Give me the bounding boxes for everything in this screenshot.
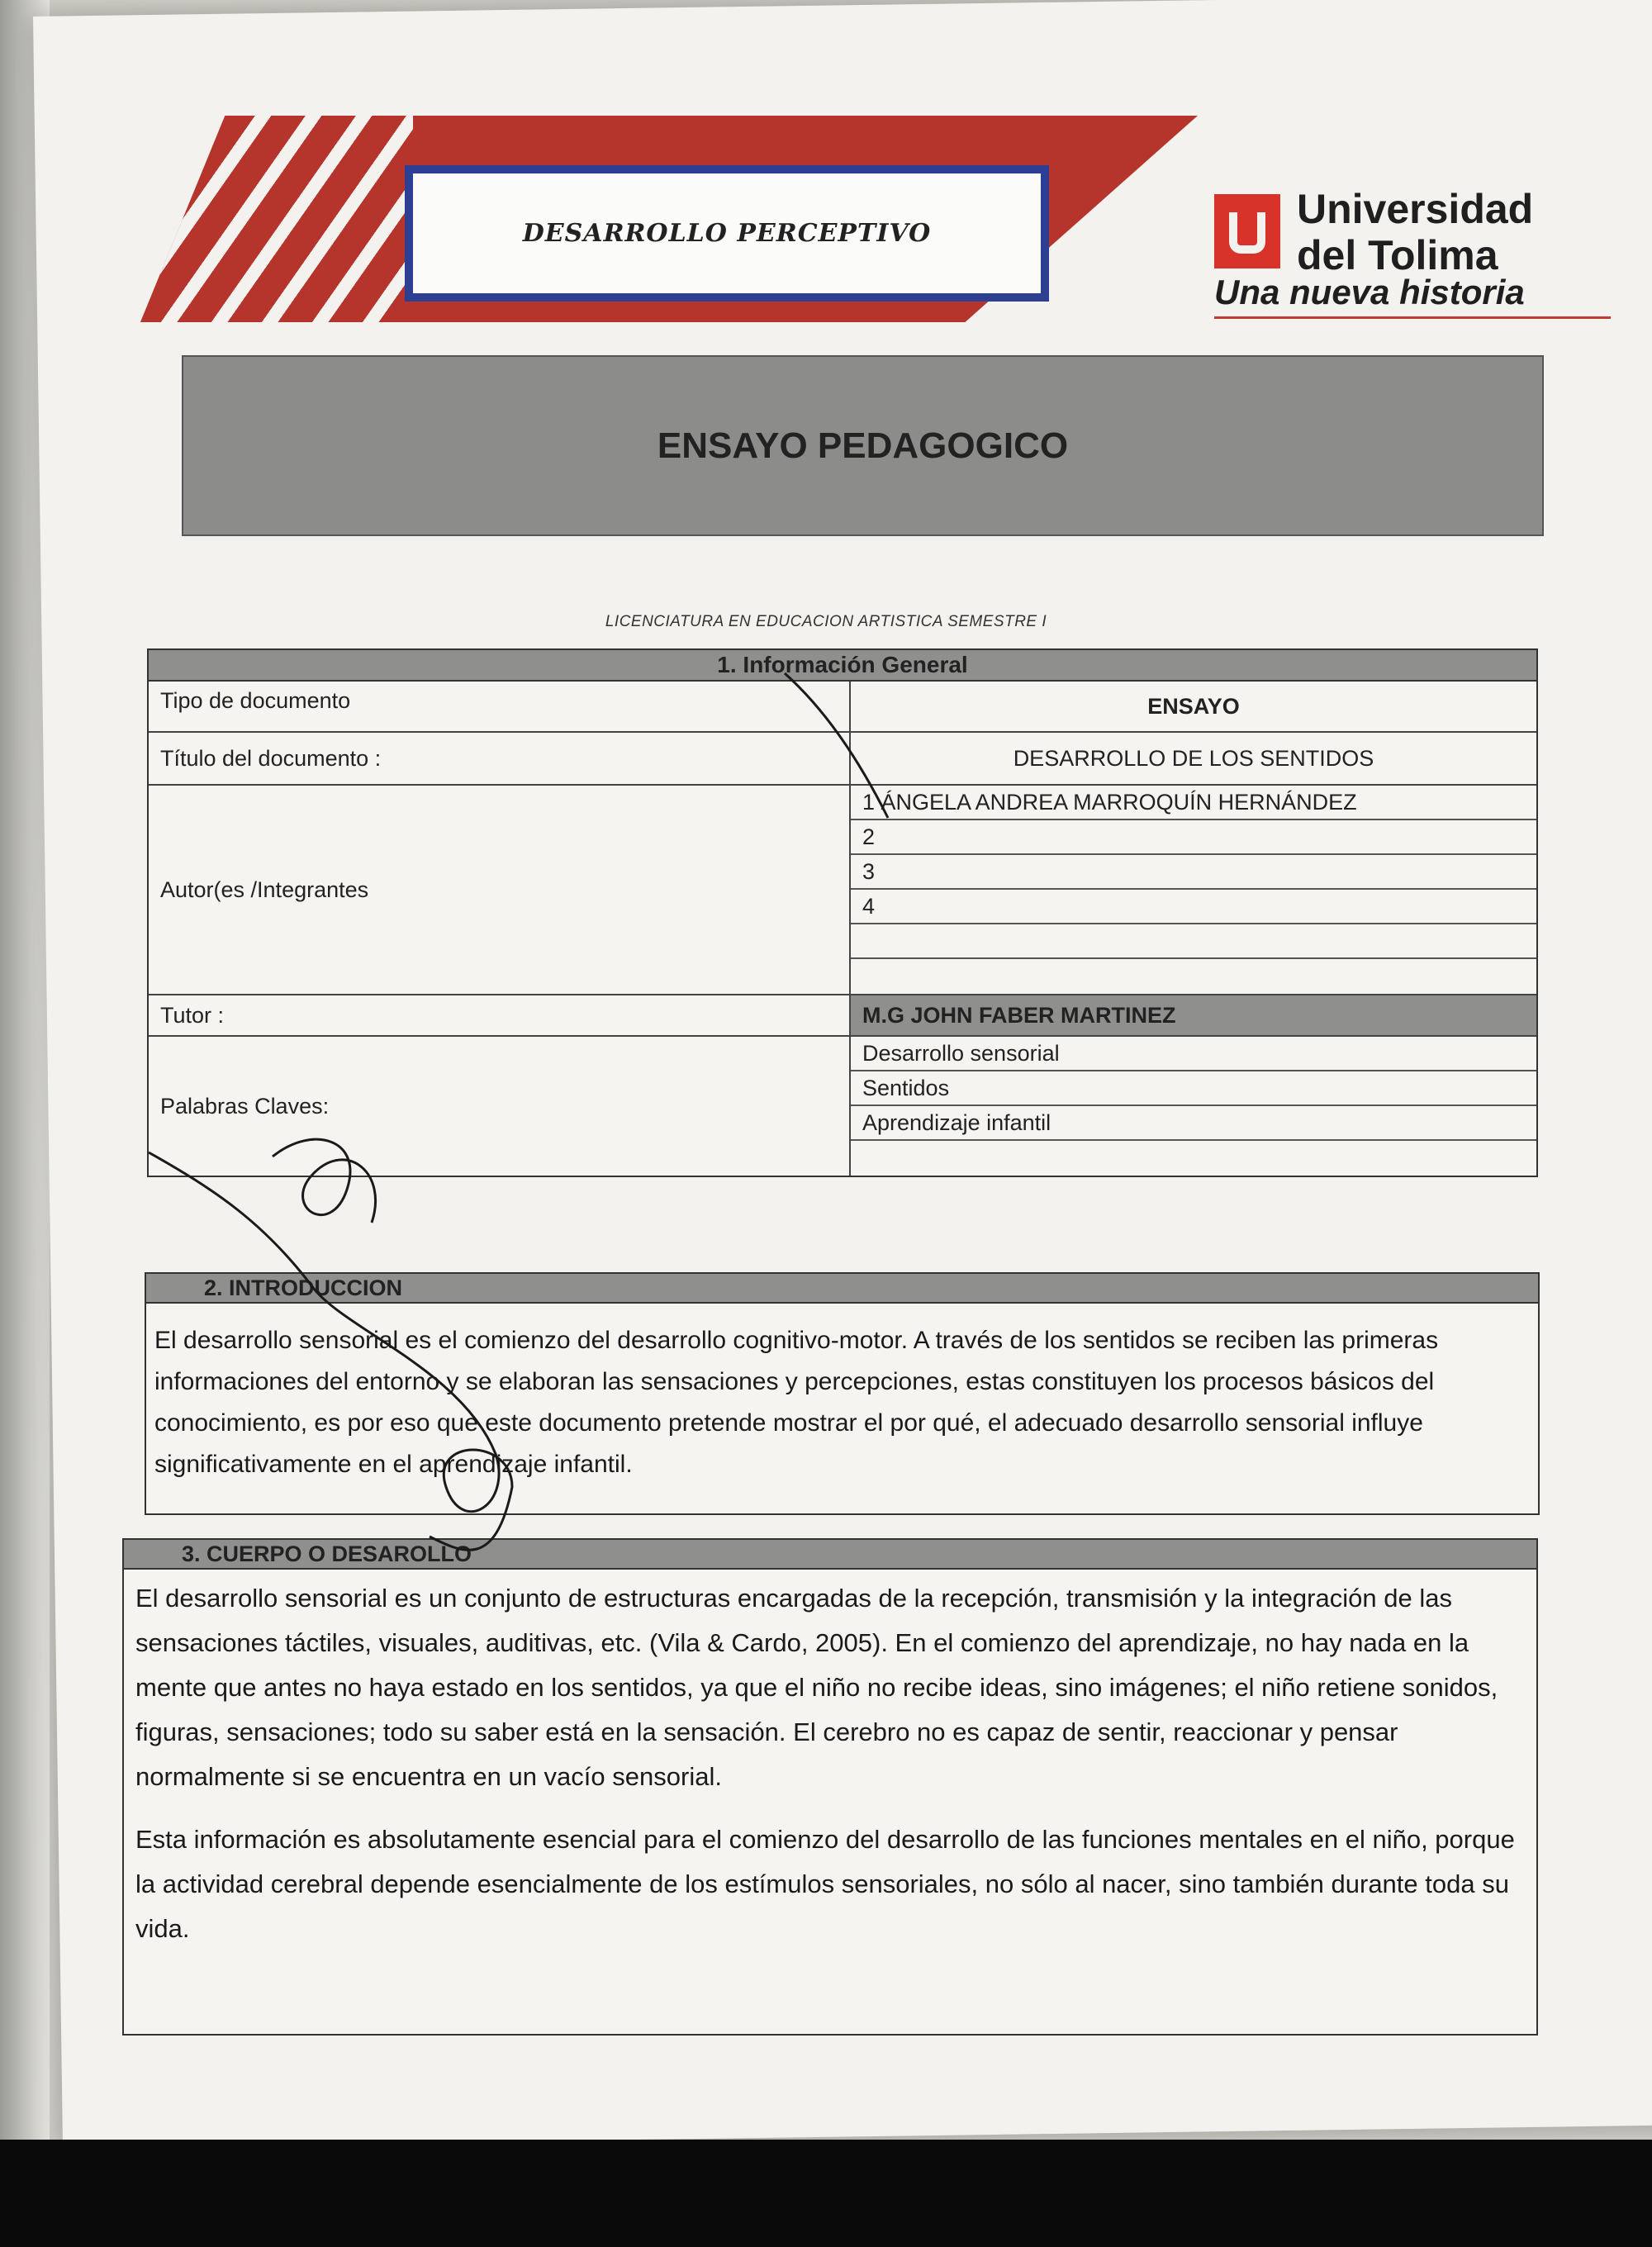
row-tutor: [149, 995, 1536, 1037]
banner-title: DESARROLLO PERCEPTIVO: [522, 219, 932, 248]
university-name: [1297, 186, 1533, 278]
author-item: 2: [851, 820, 1536, 855]
university-logo: [1214, 186, 1627, 326]
logo-underline: [1214, 316, 1611, 319]
tutor-label: Tutor :: [149, 995, 851, 1035]
keyword-item: [851, 1141, 1536, 1176]
row-keywords: [149, 1037, 1536, 1176]
general-info-table: [147, 648, 1538, 1177]
author-item: 3: [851, 855, 1536, 890]
keyword-item: Sentidos: [851, 1071, 1536, 1106]
introduction-text: El desarrollo sensorial es el comienzo del desarrollo cognitivo-motor. A través de los sentidos se reciben las primeras informaciones del entorno y se elaboran las sensaciones y percepciones, estas constituyen los procesos básicos del conocimiento, es por eso que este documento pretende mostrar el por qué, el adecuado desarrollo sensorial influye significativamente en el aprendizaje infantil.: [154, 1327, 1439, 1478]
tipo-label: Tipo de documento: [149, 682, 851, 731]
document-subtitle: LICENCIATURA EN EDUCACION ARTISTICA SEMESTRE I: [605, 613, 1047, 630]
tutor-value: M.G JOHN FABER MARTINEZ: [851, 995, 1536, 1035]
row-autores: [149, 786, 1536, 995]
university-name-line1: Universidad: [1297, 186, 1534, 232]
introduction-section: [145, 1272, 1540, 1515]
keywords-list: [851, 1037, 1536, 1176]
keyword-item: Aprendizaje infantil: [851, 1106, 1536, 1141]
document-title-box: [182, 355, 1544, 536]
body-heading: 3. CUERPO O DESAROLLO: [124, 1540, 1536, 1570]
row-titulo: [149, 733, 1536, 786]
university-name-line2: del Tolima: [1297, 232, 1498, 278]
background-surface: [0, 2140, 1652, 2247]
introduction-heading: 2. INTRODUCCION: [146, 1274, 1538, 1304]
author-item-blank: [851, 959, 1536, 994]
keyword-item: Desarrollo sensorial: [851, 1037, 1536, 1071]
author-item: 1 ÁNGELA ANDREA MARROQUÍN HERNÁNDEZ: [851, 786, 1536, 820]
row-tipo: [149, 682, 1536, 733]
body-section: [122, 1538, 1538, 2036]
body-paragraph-2: Esta información es absolutamente esencial para el comienzo del desarrollo de las funciones mentales en el niño, porque la actividad cerebral depende esencialmente de los estímulos sensoriales, no sólo al nacer, sino también durante toda su vida.: [135, 1825, 1515, 1943]
autores-label: Autor(es /Integrantes: [149, 786, 851, 994]
general-info-heading: 1. Información General: [149, 650, 1536, 682]
keywords-label: Palabras Claves:: [149, 1037, 851, 1176]
author-item: 4: [851, 890, 1536, 924]
tipo-value: ENSAYO: [1147, 693, 1240, 719]
university-logo-icon: [1214, 194, 1280, 268]
author-item: [851, 924, 1536, 959]
banner-title-box: [405, 165, 1049, 302]
body-paragraph-1: El desarrollo sensorial es un conjunto de estructuras encargadas de la recepción, transmisión y la integración de las sensaciones táctiles, visuales, auditivas, etc. (Vila & Cardo, 2005). En el comienzo del aprendizaje, no hay nada en la mente que antes no haya estado en los sentidos, ya que el niño no recibe ideas, sino imágenes; el niño retiene sonidos, figuras, sensaciones; todo su saber está en la sensación. El cerebro no es capaz de sentir, reaccionar y pensar normalmente si se encuentra en un vacío sensorial.: [135, 1584, 1498, 1791]
document-title: ENSAYO PEDAGOGICO: [657, 425, 1069, 466]
titulo-label: Título del documento :: [149, 733, 851, 784]
university-tagline: Una nueva historia: [1214, 273, 1525, 311]
titulo-value: DESARROLLO DE LOS SENTIDOS: [1013, 745, 1374, 771]
autores-list: [851, 786, 1536, 994]
